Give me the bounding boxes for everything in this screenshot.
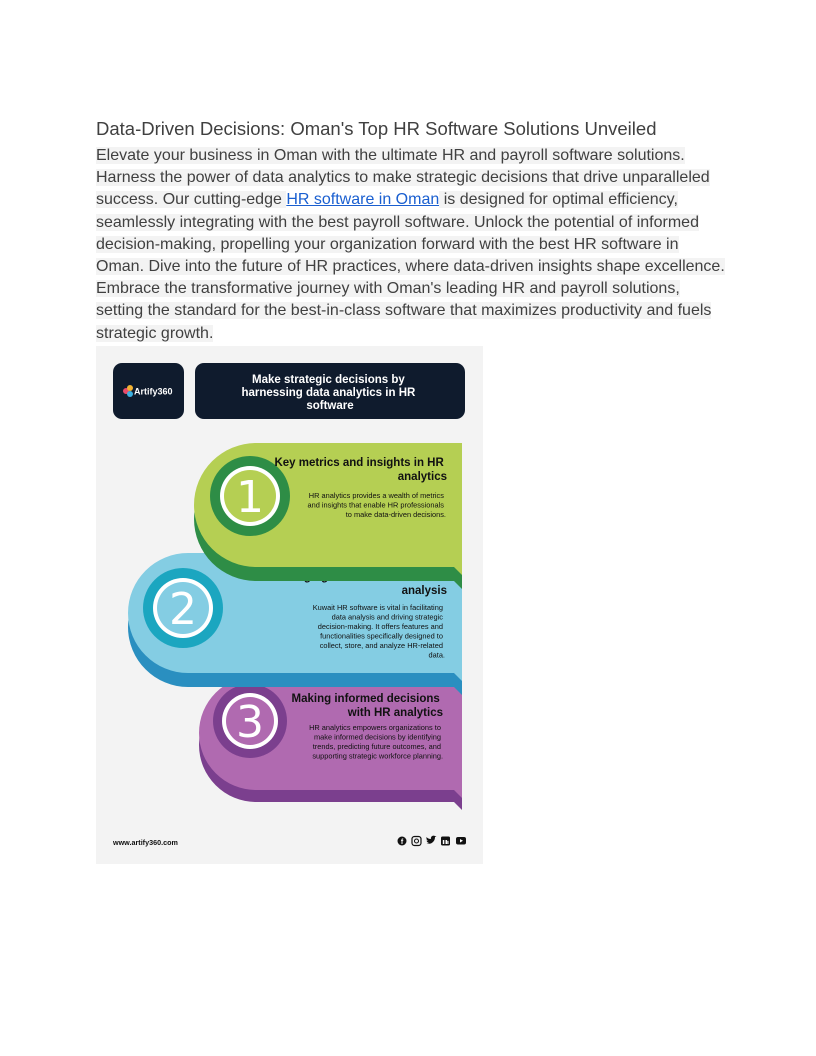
card-1-description: HR analytics provides a wealth of metrics and insights that enable HR professionals to make data-driven decisions. (307, 491, 446, 519)
card-1-number: 1 (236, 472, 264, 523)
footer-url: www.artify360.com (113, 838, 178, 847)
card-3-title: Making informed decisions with HR analytics (291, 693, 443, 719)
card-3-description: HR analytics empowers organizations to make informed decisions by identifying trends, predicting future outcomes, and supporting strategic workforce planning. (309, 723, 443, 761)
logo-text: Artify360 (134, 386, 173, 397)
card-3-number: 3 (236, 697, 264, 748)
linkedin-icon (441, 837, 450, 846)
card-1 (194, 443, 462, 589)
hr-software-oman-link[interactable]: HR software in Oman (286, 191, 440, 209)
twitter-icon (426, 836, 437, 844)
card-2-description: Kuwait HR software is vital in facilitating data analysis and driving strategic decision-making. It offers features and functionalities specifically designed to collect, store, and analyze HR-related data. (312, 603, 445, 660)
youtube-icon (456, 837, 466, 845)
paragraph-text-before-link: Elevate your business in Oman with the ultimate HR and payroll software solutions. Harness the power of data analytics to make strategic decisions that drive unparalleled success. Our cutting-edge (96, 147, 710, 209)
card-1-title: Key metrics and insights in HR analytics (274, 457, 447, 483)
svg-text:f: f (400, 839, 404, 846)
paragraph-text-after-link: is designed for optimal efficiency, seamlessly integrating with the best payroll software. Unlock the potential of informed decision-making, propelling your organization forward with the best HR software in Oman. Dive into the future of HR practices, where data-driven insights shape excellence. Embrace the transformative journey with Oman's leading HR and payroll solutions, setting the standard for the best-in-class software that maximizes productivity and fuels strategic growth. (96, 191, 725, 342)
facebook-icon (398, 837, 407, 847)
infographic-heading: Make strategic decisions by harnessing data analytics in HR software (241, 374, 416, 412)
instagram-icon (412, 837, 421, 846)
infographic-image (96, 346, 483, 864)
article-paragraph (96, 145, 726, 345)
article-title: Data-Driven Decisions: Oman's Top HR Software Solutions Unveiled (96, 118, 657, 139)
card-2-title: analysis (401, 585, 447, 597)
card-3 (199, 676, 462, 810)
card-2-number: 2 (169, 584, 197, 635)
